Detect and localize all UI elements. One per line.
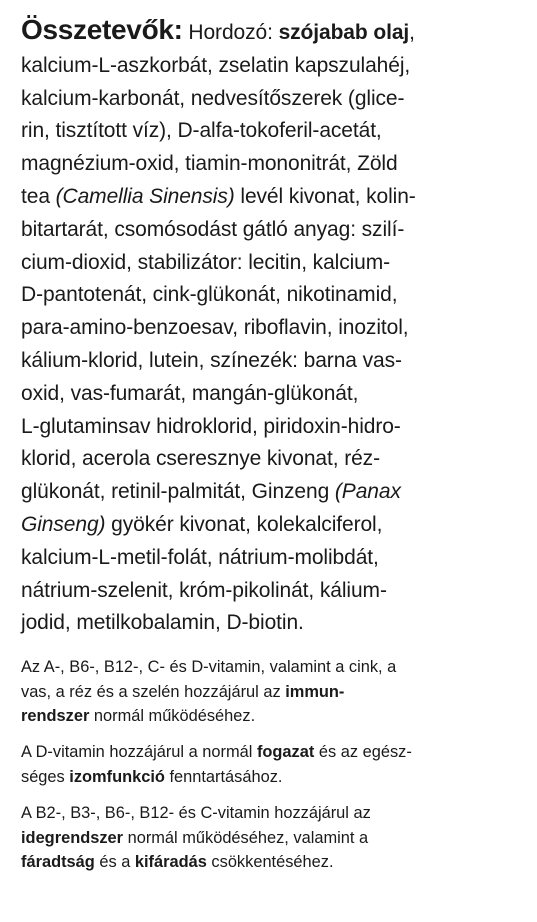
line-seg: és a <box>94 852 135 871</box>
ingredients-line <box>21 476 521 509</box>
line-seg: normál működéséhez. <box>89 706 256 725</box>
line-seg: , <box>409 21 415 44</box>
ingredients-line <box>21 443 521 476</box>
line-seg: jodid, metilkobalamin, D-biotin. <box>21 611 304 635</box>
line-seg-bold: szójabab olaj <box>278 21 410 44</box>
line-seg: glükonát, retinil-palmitát, Ginzeng <box>21 480 335 504</box>
ingredients-line <box>21 148 521 181</box>
line-seg: oxid, vas-fumarát, mangán-glükonát, <box>21 381 359 405</box>
line-seg-italic: Ginseng) <box>21 512 106 536</box>
line-seg: normál működéséhez, valamint a <box>123 828 369 847</box>
line-seg-bold: rendszer <box>21 706 90 725</box>
ingredients-line <box>21 411 521 444</box>
paragraph-line <box>21 801 521 825</box>
line-seg-bold: fogazat <box>256 743 315 762</box>
line-seg: D-pantotenát, cink-glükonát, nikotinamid, <box>21 283 398 307</box>
paragraph-line <box>21 680 521 704</box>
teeth-muscle-claim-paragraph <box>21 740 521 789</box>
line-seg: magnézium-oxid, tiamin-mononitrát, Zöld <box>21 152 398 176</box>
paragraph-line <box>21 704 521 728</box>
line-seg-bold: kifáradás <box>134 852 207 871</box>
ingredients-line <box>21 345 521 378</box>
paragraph-line <box>21 740 521 764</box>
ingredients-line <box>21 509 521 542</box>
paragraph-line <box>21 655 521 679</box>
line-seg-italic: (Camellia Sinensis) <box>55 184 235 208</box>
paragraph-line <box>21 826 521 850</box>
line-seg: és az egész- <box>314 743 412 762</box>
line-seg: Hordozó: <box>182 21 279 44</box>
ingredients-line <box>21 607 521 640</box>
line-seg: A B2-, B3-, B6-, B12- és C-vitamin hozzájárul az <box>21 804 371 823</box>
paragraph-line <box>21 850 521 874</box>
line-seg-bold: izomfunkció <box>69 767 165 786</box>
paragraph-line <box>21 765 521 789</box>
line-seg: nátrium-szelenit, króm-pikolinát, kálium- <box>21 578 387 602</box>
line-seg: rin, tisztított víz), D-alfa-tokoferil-acetát, <box>21 119 382 143</box>
ingredients-line <box>21 279 521 312</box>
ingredients-line <box>21 575 521 608</box>
ingredients-line <box>21 214 521 247</box>
line-seg-italic: (Panax <box>334 480 401 504</box>
line-seg: A D-vitamin hozzájárul a normál <box>21 743 257 762</box>
line-seg-bold: immun- <box>285 682 345 701</box>
line-seg: bitartarát, csomósodást gátló anyag: szilí- <box>21 217 405 241</box>
line-seg: cium-dioxid, stabilizátor: lecitin, kalcium- <box>21 250 391 274</box>
line-seg: levél kivonat, kolin- <box>234 184 416 208</box>
line-seg: kalcium-karbonát, nedvesítőszerek (glice- <box>21 86 405 110</box>
ingredients-line <box>21 542 521 575</box>
line-seg: séges <box>21 767 70 786</box>
line-seg: kalcium-L-metil-folát, nátrium-molibdát, <box>21 545 379 569</box>
ingredients-line <box>21 83 521 116</box>
line-seg: fenntartásához. <box>164 767 283 786</box>
line-seg: Az A-, B6-, B12-, C- és D-vitamin, valamint a cink, a <box>21 658 397 677</box>
line-seg: kálium-klorid, lutein, színezék: barna vas- <box>21 348 402 372</box>
line-seg: klorid, acerola cseresznye kivonat, réz- <box>21 447 380 471</box>
line-seg: csökkentéséhez. <box>206 852 334 871</box>
ingredients-block <box>21 14 521 640</box>
ingredients-line <box>21 378 521 411</box>
ingredients-line <box>21 312 521 345</box>
line-seg: vas, a réz és a szelén hozzájárul az <box>21 682 286 701</box>
line-seg: L-glutaminsav hidroklorid, piridoxin-hidro- <box>21 414 401 438</box>
ingredients-line <box>21 50 521 83</box>
line-seg: tea <box>21 184 56 208</box>
immune-claim-paragraph <box>21 655 521 728</box>
ingredients-line <box>21 115 521 148</box>
line-seg: kalcium-L-aszkorbát, zselatin kapszulahéj, <box>21 53 411 77</box>
ingredients-heading: Összetevők: <box>21 14 183 45</box>
ingredients-line <box>21 247 521 280</box>
line-seg-bold: idegrendszer <box>21 828 124 847</box>
ingredients-line <box>21 181 521 214</box>
ingredients-line <box>21 14 521 50</box>
line-seg: gyökér kivonat, kolekalciferol, <box>105 512 383 536</box>
nervous-system-claim-paragraph <box>21 801 521 874</box>
line-seg: para-amino-benzoesav, riboflavin, inozitol, <box>21 316 409 340</box>
line-seg-bold: fáradtság <box>21 852 95 871</box>
